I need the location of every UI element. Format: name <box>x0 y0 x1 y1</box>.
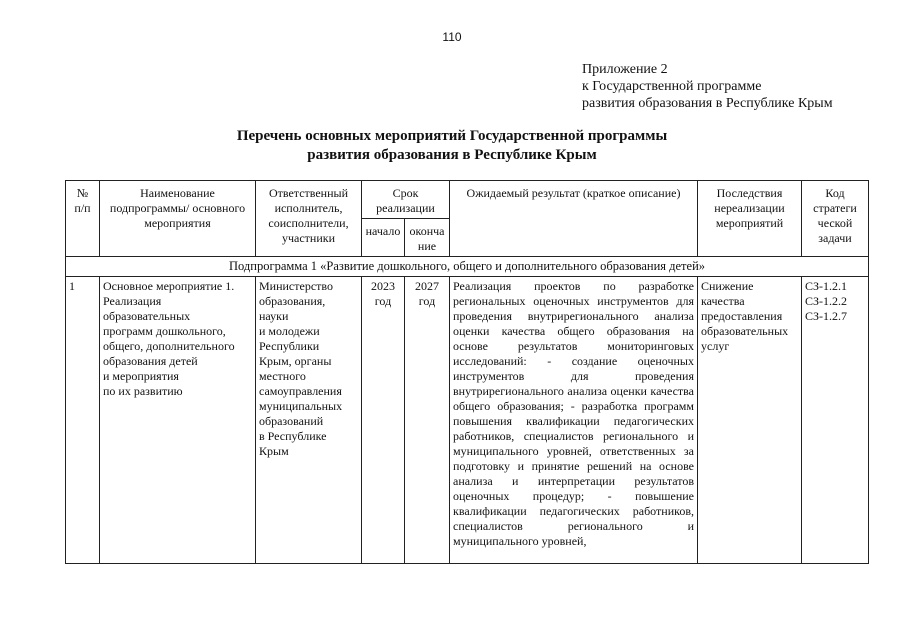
page-number: 110 <box>442 30 462 44</box>
row-result: Реализация проектов по разработке региональных оценочных инструментов для проведения внутрирегионального анализа оценки качества общего образования на основе результатов мониторинговых исследований: - создание оценочных инструментов для проведения внутрирегионального анализа оценки качества общего образования; - разработка программ повышения квалификации педагогических работников, специалистов регионального и муниципального уровней, ответственных за подготовку и принятие решений на основе анализа и интерпретации результатов оценочных процедур; - повышение квалификации педагогических работников, специалистов регионального и муниципального уровней, <box>450 277 698 564</box>
table-header-row <box>66 181 869 219</box>
header-term: Срок реализации <box>362 181 450 219</box>
header-code: Код стратеги ческой задачи <box>802 181 869 257</box>
row-number: 1 <box>66 277 100 564</box>
subprogram-title: Подпрограмма 1 «Развитие дошкольного, общего и дополнительного образования детей» <box>66 257 869 277</box>
row-responsible: Министерство образования, науки и молодежи Республики Крым, органы местного самоуправления муниципальных образований в Республике Крым <box>256 277 362 564</box>
header-number: № п/п <box>66 181 100 257</box>
header-start: начало <box>362 219 405 257</box>
header-result: Ожидаемый результат (краткое описание) <box>450 181 698 257</box>
title-line: развития образования в Республике Крым <box>307 147 597 163</box>
header-consequences: Последствия нереализации мероприятий <box>698 181 802 257</box>
header-end: оконча ние <box>405 219 450 257</box>
appendix-line: к Государственной программе <box>582 79 762 94</box>
table-row <box>66 277 869 564</box>
activities-table <box>65 180 869 564</box>
header-name: Наименование подпрограммы/ основного мероприятия <box>100 181 256 257</box>
appendix-line: Приложение 2 <box>582 62 668 77</box>
title-line: Перечень основных мероприятий Государственной программы <box>236 128 668 144</box>
row-name: Основное мероприятие 1. Реализация образовательных программ дошкольного, общего, дополнительного образования детей и мероприятия по их развитию <box>100 277 256 564</box>
row-consequences: Снижение качества предоставления образовательных услуг <box>698 277 802 564</box>
header-responsible: Ответственный исполнитель, соисполнители, участники <box>256 181 362 257</box>
subprogram-row <box>66 257 869 277</box>
appendix-line: развития образования в Республике Крым <box>582 96 833 111</box>
appendix-note <box>582 61 833 112</box>
row-start-year: 2023 год <box>362 277 405 564</box>
document-title <box>0 127 904 165</box>
row-codes: СЗ-1.2.1 СЗ-1.2.2 СЗ-1.2.7 <box>802 277 869 564</box>
row-end-year: 2027 год <box>405 277 450 564</box>
